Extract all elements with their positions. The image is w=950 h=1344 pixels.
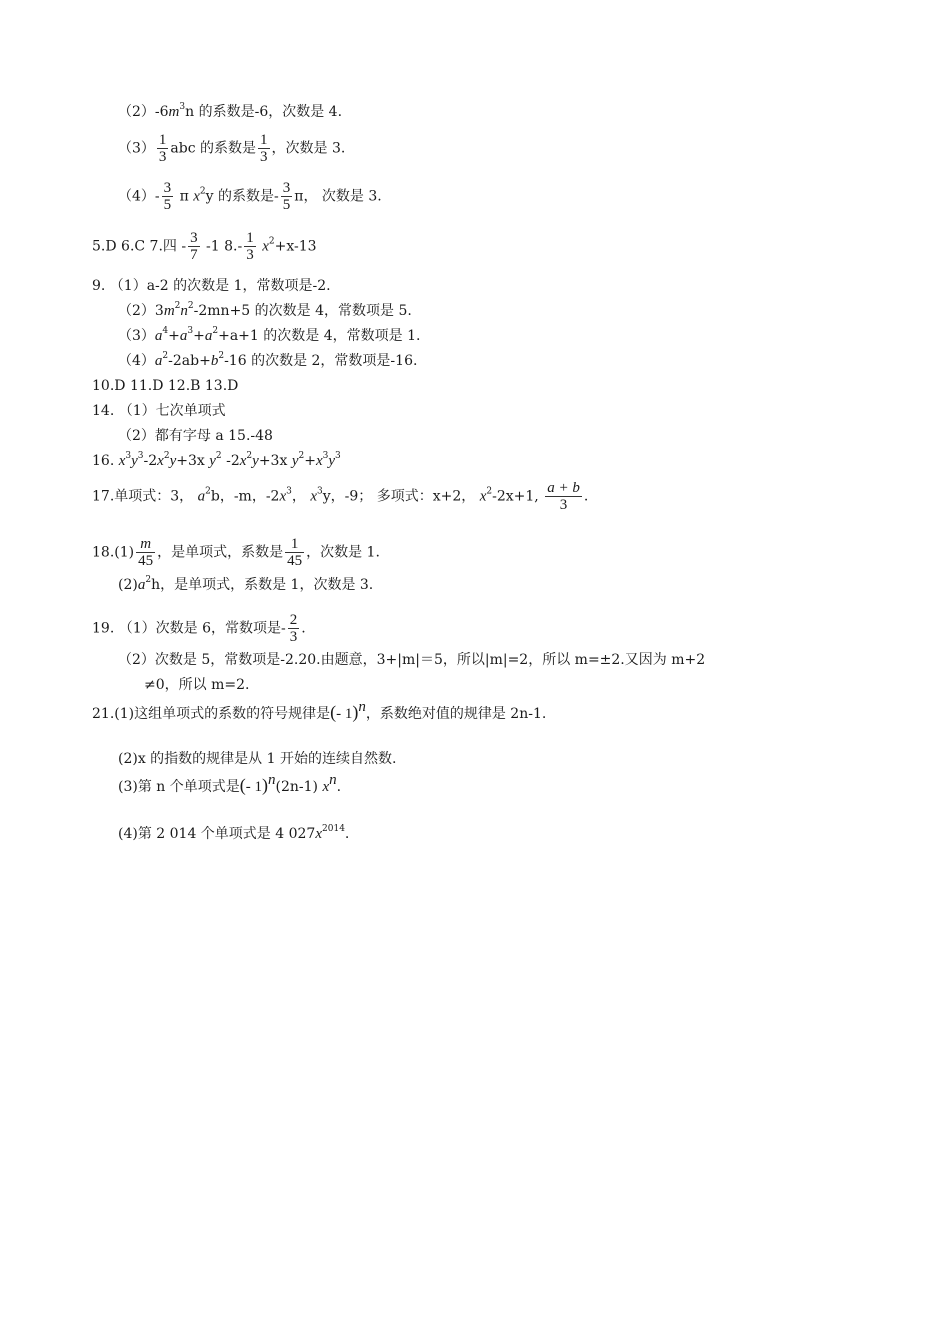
answer-line-18-2: $(2)a^2h$，是单项式，系数是 1，次数是 3. bbox=[118, 575, 374, 593]
exponent: 3 bbox=[179, 102, 186, 112]
fraction: $\frac{1}{45}$ bbox=[287, 536, 303, 569]
text: y 的系数是- bbox=[205, 188, 279, 205]
text: n 的系数是-6，次数是 4. bbox=[185, 104, 343, 120]
text: π， 次数是 3. bbox=[294, 188, 382, 205]
text: 5.D 6.C 7.四 - bbox=[92, 238, 187, 255]
answer-line-14-2: （2）都有字母 a 15.-48 bbox=[118, 428, 273, 444]
answer-line-10-13: 10.D 11.D 12.B 13.D bbox=[92, 378, 239, 394]
answer-line-9-2: $(2)3m^2n^2-2mn+5$ 的次数是 4，常数项是 5. bbox=[118, 301, 412, 319]
answer-line-4: （4）- $\frac{3}{5}$ π $x^2y$ 的系数是- $\frac{3}{5}$ π， 次数是 3. bbox=[118, 180, 382, 213]
answer-line-16: 16. $x^3y^3-2x^2y+3x$ $y^2$ $-2x^2y+3x$ $y^2+x^3y^3$ bbox=[92, 451, 341, 469]
answer-line-9-4: $(4)a^2-2ab+b^2-16$ 的次数是 2，常数项是-16. bbox=[118, 351, 418, 369]
text: +x-13 bbox=[274, 238, 317, 255]
fraction: $\frac{1}{3}$ bbox=[246, 230, 254, 263]
text: ，次数是 3. bbox=[271, 140, 346, 157]
text: （2）-6 bbox=[118, 104, 169, 120]
answer-line-17: 17.单项式：3， $a^2b$，-m，$-2x^3$， $x^3y$，-9； 多项式：x+2， $x^2-2x+1$, $\frac{a + b}{3}$ . bbox=[92, 480, 589, 513]
answer-line-14: 14. （1）七次单项式 bbox=[92, 403, 226, 419]
text: （3） bbox=[118, 140, 155, 157]
fraction: $\frac{3}{5}$ bbox=[282, 180, 291, 213]
answer-line-21: 21.(1)这组单项式的系数的符号规律是(- 1)$^n$，系数绝对值的规律是 2n-1. bbox=[92, 699, 547, 722]
power-minus-one: (- 1)$^n$ bbox=[330, 699, 366, 722]
text: π bbox=[179, 188, 189, 205]
text: （4）- bbox=[118, 188, 160, 205]
answer-line-19-2: （2）次数是 5，常数项是-2.20.由题意，3+|m|＝5，所以|m|=2，所以 m=±2.又因为 m+2 bbox=[118, 652, 706, 668]
fraction: $\frac{3}{7}$ bbox=[190, 230, 198, 263]
text: -1 8.- bbox=[201, 238, 243, 255]
power-minus-one: (- 1)$^n$ bbox=[239, 772, 276, 795]
fraction: $\frac{1}{3}$ bbox=[158, 132, 167, 165]
answer-line-3 bbox=[118, 132, 345, 165]
answer-line-19: 19. （1）次数是 6，常数项是- $\frac{2}{3}$ . bbox=[92, 612, 306, 645]
fraction: $\frac{2}{3}$ bbox=[289, 612, 298, 645]
answer-line-21-4: (4)第 2 014 个单项式是 4 $027x^{2014}$. bbox=[118, 824, 350, 842]
answer-line-9: 9. （1）a-2 的次数是 1，常数项是-2. bbox=[92, 278, 331, 294]
var-x: x bbox=[193, 188, 200, 205]
fraction: $\frac{a + b}{3}$ bbox=[547, 480, 580, 513]
answer-line-20-cont: ≠0，所以 m=2. bbox=[144, 677, 250, 693]
fraction: $\frac{m}{45}$ bbox=[138, 536, 154, 569]
answer-line-18: 18.(1) $\frac{m}{45}$ ，是单项式，系数是 $\frac{1}{45}$ ，次数是 1. bbox=[92, 536, 380, 569]
answer-line-2 bbox=[118, 103, 342, 121]
fraction: $\frac{1}{3}$ bbox=[260, 132, 268, 165]
answer-line-21-3: (3)第 n 个单项式是(- 1)$^n$(2n-1) $x^n$. bbox=[118, 772, 342, 795]
fraction: $\frac{3}{5}$ bbox=[163, 180, 172, 213]
answer-line-5-8: 5.D 6.C 7.四 - $\frac{3}{7}$ -1 8.- $\frac{1}{3}$ $x^2+x-13$ bbox=[92, 230, 317, 263]
text: abc 的系数是 bbox=[170, 140, 257, 157]
answer-line-9-3: $(3)a^4+a^3+a^2+a+1$ 的次数是 4，常数项是 1. bbox=[118, 326, 421, 344]
answer-line-21-2: (2)x 的指数的规律是从 1 开始的连续自然数. bbox=[118, 751, 397, 767]
var-m: m bbox=[168, 104, 180, 120]
